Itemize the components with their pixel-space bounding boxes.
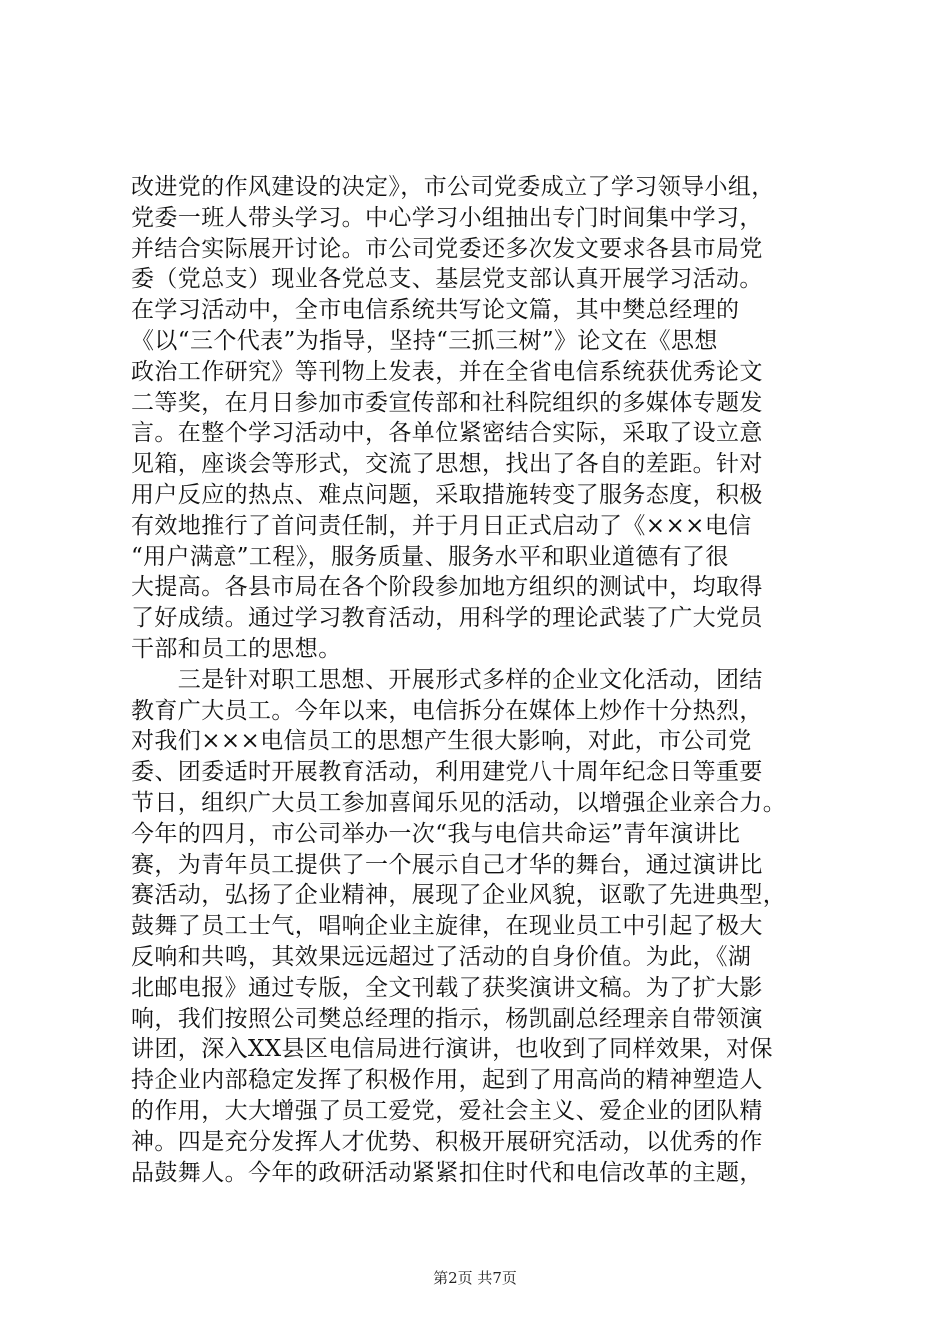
text-line: 见箱，座谈会等形式，交流了思想，找出了各自的差距。针对: [131, 451, 763, 478]
text-line: 三是针对职工思想、开展形式多样的企业文化活动，团结: [131, 666, 763, 693]
text-line: 言。在整个学习活动中，各单位紧密结合实际，采取了设立意: [131, 420, 763, 447]
text-line: 赛，为青年员工提供了一个展示自己才华的舞台，通过演讲比: [131, 851, 763, 878]
text-line: 的作用，大大增强了员工爱党，爱社会主义、爱企业的团队精: [131, 1097, 763, 1124]
text-line: 《以“三个代表”为指导，坚持“三抓三树”》论文在《思想: [131, 327, 718, 354]
text-line: 二等奖，在月日参加市委宣传部和社科院组织的多媒体专题发: [131, 389, 763, 416]
text-line: 在学习活动中，全市电信系统共写论文篇，其中樊总经理的: [131, 297, 740, 324]
text-line: 赛活动，弘扬了企业精神，展现了企业风貌，讴歌了先进典型，: [131, 882, 787, 909]
text-line: 今年的四月，市公司举办一次“我与电信共命运”青年演讲比: [131, 820, 741, 847]
text-line: 委（党总支）现业各党总支、基层党支部认真开展学习活动。: [131, 266, 763, 293]
text-line: 节日，组织广大员工参加喜闻乐见的活动，以增强企业亲合力。: [131, 789, 787, 816]
text-line: 委、团委适时开展教育活动，利用建党八十周年纪念日等重要: [131, 759, 763, 786]
text-line: 神。四是充分发挥人才优势、积极开展研究活动，以优秀的作: [131, 1128, 763, 1155]
text-line: 党委一班人带头学习。中心学习小组抽出专门时间集中学习，: [131, 204, 763, 231]
text-line: 用户反应的热点、难点问题，采取措施转变了服务态度，积极: [131, 481, 763, 508]
text-line: 对我们×××电信员工的思想产生很大影响，对此，市公司党: [131, 728, 752, 755]
text-line: 响，我们按照公司樊总经理的指示，杨凯副总经理亲自带领演: [131, 1005, 763, 1032]
text-line: 大提高。各县市局在各个阶段参加地方组织的测试中，均取得: [131, 574, 763, 601]
body-text: [131, 172, 831, 1188]
text-line: 改进党的作风建设的决定》，市公司党委成立了学习领导小组，: [131, 174, 775, 200]
text-line: 讲团，深入XX县区电信局进行演讲，也收到了同样效果，对保: [131, 1036, 773, 1063]
text-line: 有效地推行了首问责任制，并于月日正式启动了《×××电信: [131, 512, 752, 539]
text-line: “用户满意”工程》，服务质量、服务水平和职业道德有了很: [131, 543, 729, 570]
text-line: 持企业内部稳定发挥了积极作用，起到了用高尚的精神塑造人: [131, 1067, 763, 1094]
text-line: 品鼓舞人。今年的政研活动紧紧扣住时代和电信改革的主题，: [131, 1159, 763, 1186]
text-line: 并结合实际展开讨论。市公司党委还多次发文要求各县市局党: [131, 235, 763, 262]
text-line: 反响和共鸣，其效果远远超过了活动的自身价值。为此，《湖: [131, 943, 752, 970]
page-number-footer: 第2页 共7页: [433, 1269, 517, 1287]
text-line: 了好成绩。通过学习教育活动，用科学的理论武装了广大党员: [131, 605, 763, 632]
text-line: 政治工作研究》等刊物上发表，并在全省电信系统获优秀论文: [131, 358, 763, 385]
text-line: 教育广大员工。今年以来，电信拆分在媒体上炒作十分热烈，: [131, 697, 763, 724]
text-line: 北邮电报》通过专版，全文刊载了获奖演讲文稿。为了扩大影: [131, 974, 763, 1001]
text-line: 干部和员工的思想。: [131, 635, 342, 662]
text-line: 鼓舞了员工士气，唱响企业主旋律，在现业员工中引起了极大: [131, 913, 763, 940]
